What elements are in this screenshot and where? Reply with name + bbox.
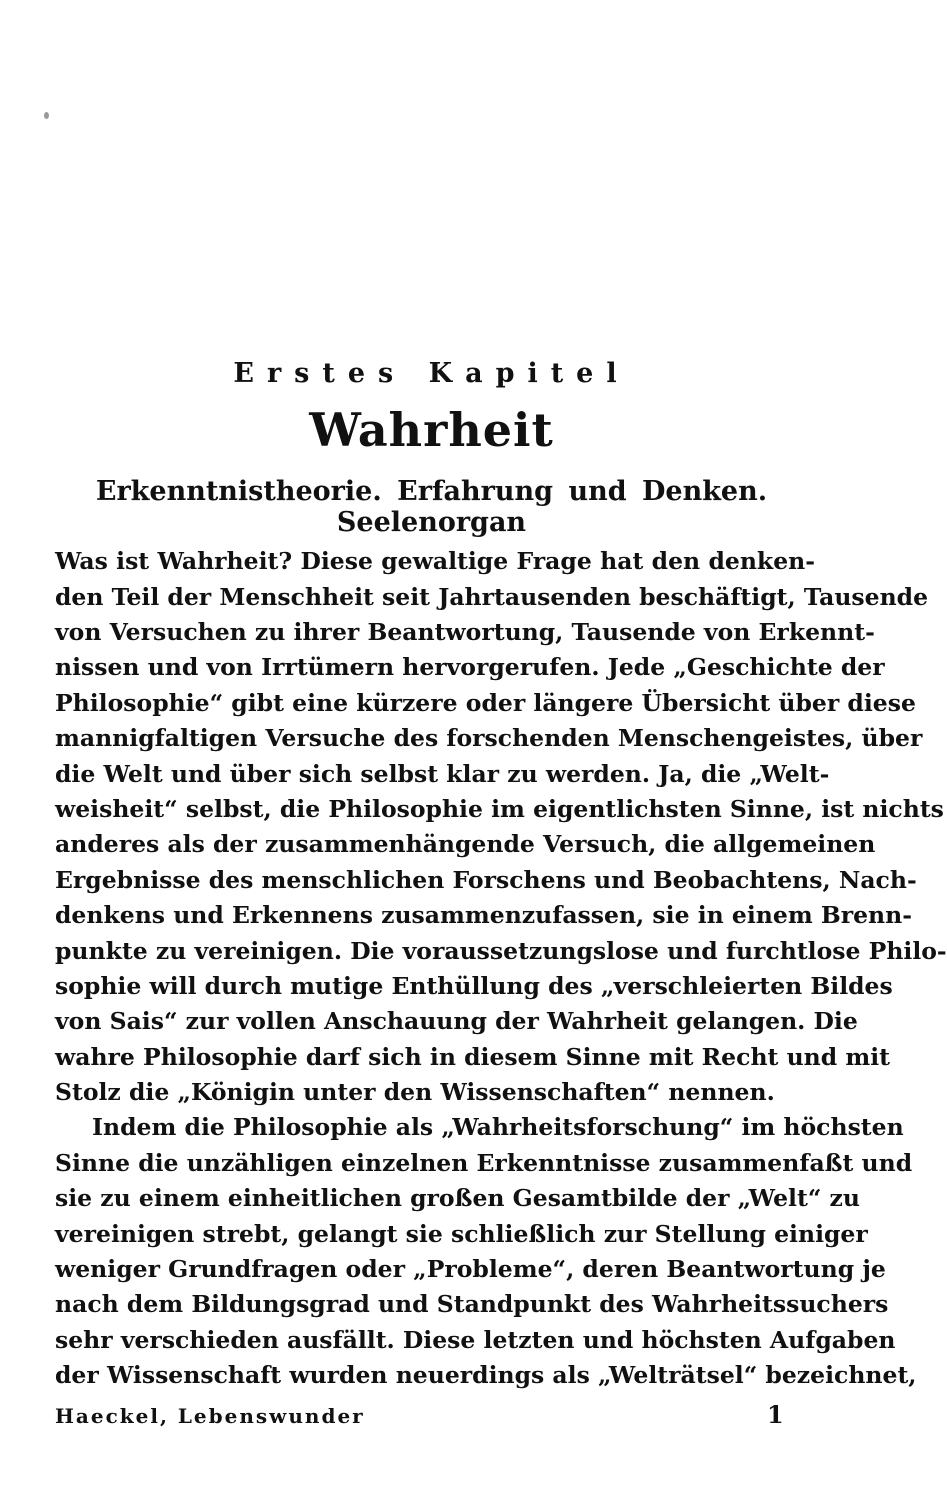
- text-line: nissen und von Irrtümern hervorgerufen. Jede „Geschichte der: [55, 653, 885, 681]
- text-line: Stolz die „Königin unter den Wissenschaften“ nennen.: [55, 1078, 775, 1106]
- text-line: sie zu einem einheitlichen großen Gesamtbilde der „Welt“ zu: [55, 1184, 860, 1212]
- text-line: sehr verschieden ausfällt. Diese letzten und höchsten Aufgaben: [55, 1326, 896, 1354]
- text-line: Was ist Wahrheit? Diese gewaltige Frage hat den denken-: [55, 547, 815, 575]
- text-line: denkens und Erkennens zusammenzufassen, sie in einem Brenn-: [55, 901, 912, 929]
- text-line: Sinne die unzähligen einzelnen Erkenntnisse zusammenfaßt und: [55, 1149, 913, 1177]
- text-line: punkte zu vereinigen. Die voraussetzungslose und furchtlose Philo-: [55, 937, 947, 965]
- text-line: Indem die Philosophie als „Wahrheitsforschung“ im höchsten: [92, 1113, 904, 1141]
- text-line: die Welt und über sich selbst klar zu werden. Ja, die „Welt-: [55, 760, 830, 788]
- text-line: Ergebnisse des menschlichen Forschens und Beobachtens, Nach-: [55, 866, 917, 894]
- text-line: von Sais“ zur vollen Anschauung der Wahrheit gelangen. Die: [55, 1007, 858, 1035]
- text-line: weniger Grundfragen oder „Probleme“, deren Beantwortung je: [55, 1255, 886, 1283]
- text-line: mannigfaltigen Versuche des forschenden Menschengeistes, über: [55, 724, 923, 752]
- ink-speck: [44, 112, 49, 119]
- text-line: den Teil der Menschheit seit Jahrtausenden beschäftigt, Tausende: [55, 583, 929, 611]
- text-line: anderes als der zusammenhängende Versuch, die allgemeinen: [55, 830, 876, 858]
- text-line: wahre Philosophie darf sich in diesem Sinne mit Recht und mit: [55, 1043, 890, 1071]
- chapter-subtitle: Erkenntnistheorie. Erfahrung und Denken. Seelenorgan: [95, 476, 768, 538]
- chapter-title: Wahrheit: [309, 403, 554, 457]
- text-line: sophie will durch mutige Enthüllung des „verschleierten Bildes: [55, 972, 893, 1000]
- page-number: 1: [767, 1400, 784, 1429]
- footer-signature: Haeckel, Lebenswunder: [55, 1404, 365, 1428]
- text-line: Philosophie“ gibt eine kürzere oder längere Übersicht über diese: [55, 689, 916, 717]
- chapter-label: Erstes Kapitel: [233, 358, 630, 389]
- text-line: nach dem Bildungsgrad und Standpunkt des Wahrheitssuchers: [55, 1290, 889, 1318]
- text-line: von Versuchen zu ihrer Beantwortung, Tausende von Erkennt-: [55, 618, 875, 646]
- text-line: der Wissenschaft wurden neuerdings als „Welträtsel“ bezeichnet,: [55, 1361, 917, 1389]
- text-line: vereinigen strebt, gelangt sie schließlich zur Stellung einiger: [55, 1220, 868, 1248]
- text-line: weisheit“ selbst, die Philosophie im eigentlichsten Sinne, ist nichts: [55, 795, 944, 823]
